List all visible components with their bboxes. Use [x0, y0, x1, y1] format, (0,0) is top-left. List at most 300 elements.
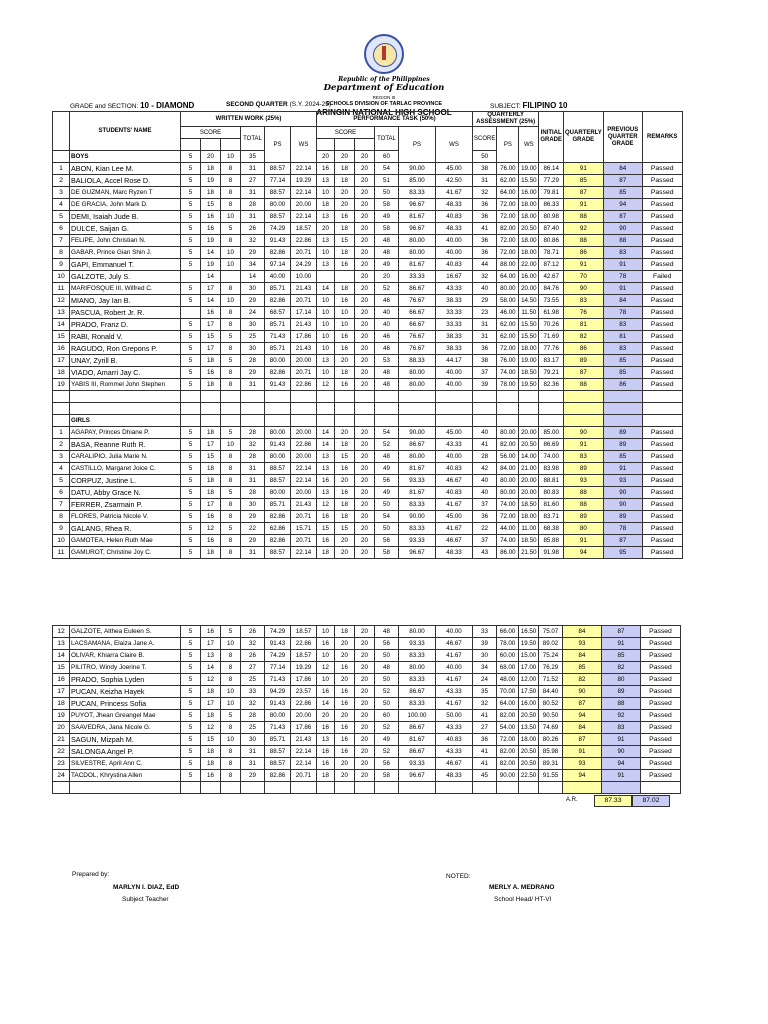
pt-total-header: TOTAL: [375, 127, 399, 151]
previous-grade-cell: 83: [602, 722, 641, 734]
row-number: [53, 415, 70, 427]
grade-cell: 72.00: [497, 247, 519, 259]
grade-cell: 5: [181, 211, 201, 223]
grade-cell: [181, 271, 201, 283]
grade-cell: 20: [335, 187, 355, 199]
ww-score-header: SCORE: [181, 127, 241, 139]
grade-cell: [497, 415, 519, 427]
grade-cell: 80.00: [265, 487, 291, 499]
grade-cell: 33: [473, 626, 497, 638]
grade-cell: 8: [221, 199, 241, 211]
remarks-cell: Passed: [642, 223, 682, 235]
student-row: [53, 499, 683, 511]
previous-grade-cell: 93: [603, 475, 642, 487]
remarks-cell: [642, 403, 682, 415]
grade-cell: 17.00: [519, 662, 539, 674]
grade-cell: 18: [335, 511, 355, 523]
grade-cell: 20: [355, 463, 375, 475]
grade-cell: 20: [355, 271, 375, 283]
grade-cell: 50: [375, 187, 399, 199]
grade-cell: 5: [181, 199, 201, 211]
grade-cell: 43.33: [436, 722, 473, 734]
grade-cell: 91.43: [265, 638, 291, 650]
remarks-cell: Passed: [641, 626, 681, 638]
row-number: [53, 782, 70, 794]
grade-cell: 29: [241, 535, 265, 547]
division-line: SCHOOLS DIVISION OF TARLAC PROVINCE: [325, 101, 442, 107]
grade-cell: 40.00: [436, 451, 473, 463]
quarterly-grade-cell: 88: [564, 487, 604, 499]
grade-cell: 22: [473, 523, 497, 535]
quarterly-grade-header: QUARTERLY GRADE: [564, 112, 604, 163]
row-number: 19: [53, 379, 70, 391]
remarks-cell: Passed: [642, 307, 682, 319]
remarks-cell: Passed: [642, 295, 682, 307]
grade-cell: 5: [181, 475, 201, 487]
grade-cell: 26: [241, 626, 265, 638]
grade-cell: 18: [317, 770, 335, 782]
grade-cell: 5: [221, 626, 241, 638]
grade-cell: [221, 391, 241, 403]
grade-cell: [317, 271, 335, 283]
grade-cell: 42.50: [436, 175, 473, 187]
row-number: 21: [53, 734, 70, 746]
grade-cell: 71.43: [265, 674, 291, 686]
grade-cell: 28: [241, 355, 265, 367]
prepared-by-name: MARLYN I. DIAZ, EdD: [113, 884, 180, 891]
grade-cell: 48: [375, 451, 399, 463]
grade-cell: 14: [317, 427, 335, 439]
grade-cell: 61.98: [539, 307, 564, 319]
student-name: PILITRO, Windy Joerine T.: [70, 662, 181, 674]
grade-cell: 10: [221, 247, 241, 259]
student-row: [53, 547, 683, 559]
quarterly-grade-cell: 83: [564, 295, 604, 307]
grade-cell: 30: [241, 499, 265, 511]
grade-cell: 54.00: [497, 722, 519, 734]
grade-cell: 82.00: [497, 758, 519, 770]
grade-cell: 18: [201, 686, 221, 698]
grade-cell: 20.00: [291, 451, 317, 463]
grade-cell: 18.00: [519, 734, 539, 746]
grade-cell: 93.33: [399, 475, 436, 487]
grade-cell: 5: [181, 247, 201, 259]
grade-cell: 18: [335, 223, 355, 235]
grade-cell: 80.00: [399, 379, 436, 391]
grade-cell: 80.52: [539, 698, 563, 710]
grade-cell: 13: [317, 463, 335, 475]
row-number: 12: [53, 626, 70, 638]
row-number: 5: [53, 475, 70, 487]
grade-cell: 51: [375, 175, 399, 187]
grade-cell: [241, 403, 265, 415]
grade-cell: [335, 403, 355, 415]
grade-cell: [181, 782, 201, 794]
grade-cell: [519, 391, 539, 403]
row-number: 18: [53, 698, 70, 710]
grade-cell: 16: [201, 770, 221, 782]
grade-cell: [355, 403, 375, 415]
grade-cell: 13: [317, 734, 335, 746]
grade-cell: 89.02: [539, 638, 563, 650]
grade-cell: 20.00: [291, 427, 317, 439]
grade-cell: 94.29: [265, 686, 291, 698]
grade-cell: 83.33: [399, 499, 436, 511]
grade-cell: 16.00: [519, 698, 539, 710]
row-number: 8: [53, 511, 70, 523]
grade-cell: 41.67: [436, 674, 473, 686]
grade-cell: 10: [317, 319, 335, 331]
grade-cell: 88.33: [399, 355, 436, 367]
grade-cell: 17.14: [291, 307, 317, 319]
grade-cell: 18: [317, 199, 335, 211]
grade-cell: 83.98: [539, 463, 564, 475]
grade-cell: 20: [355, 487, 375, 499]
grade-cell: 20: [317, 710, 335, 722]
grade-cell: 8: [221, 499, 241, 511]
row-number: 8: [53, 247, 70, 259]
grade-cell: 36: [473, 235, 497, 247]
quarterly-grade-cell: 82: [564, 331, 604, 343]
previous-grade-cell: 86: [603, 379, 642, 391]
grade-cell: 20: [355, 259, 375, 271]
grade-cell: 32: [241, 698, 265, 710]
grade-cell: 23: [473, 307, 497, 319]
grade-cell: 40.83: [436, 259, 473, 271]
remarks-cell: Passed: [641, 710, 681, 722]
grade-cell: 88.57: [265, 746, 291, 758]
remarks-cell: Passed: [642, 475, 682, 487]
grade-cell: [539, 782, 563, 794]
grade-cell: 18: [335, 175, 355, 187]
grade-cell: 41: [473, 710, 497, 722]
grade-cell: 80.00: [265, 199, 291, 211]
grade-cell: 41: [473, 746, 497, 758]
grade-cell: 16: [317, 686, 335, 698]
grade-cell: 76.67: [399, 331, 436, 343]
student-name: AGAPAY, Princes Dhiane P.: [70, 427, 181, 439]
quarterly-grade-cell: 91: [564, 199, 604, 211]
grade-cell: 85.00: [539, 427, 564, 439]
grade-cell: 13: [317, 487, 335, 499]
grade-cell: 20: [355, 199, 375, 211]
student-name: [70, 403, 181, 415]
grade-cell: 5: [181, 487, 201, 499]
grade-cell: 20: [355, 235, 375, 247]
grade-cell: 46: [375, 343, 399, 355]
grade-cell: 31: [241, 187, 265, 199]
grade-cell: 49: [375, 259, 399, 271]
remarks-cell: Passed: [641, 746, 681, 758]
grade-cell: 88.81: [539, 475, 564, 487]
grade-cell: 89.31: [539, 758, 563, 770]
remarks-cell: Passed: [642, 523, 682, 535]
grade-cell: 58.00: [497, 295, 519, 307]
grade-cell: 39: [473, 638, 497, 650]
grade-cell: 16: [335, 722, 355, 734]
student-row: [53, 487, 683, 499]
grade-cell: 5: [181, 626, 201, 638]
student-row: [53, 391, 683, 403]
grade-cell: 46.67: [436, 758, 473, 770]
grade-cell: 20: [355, 535, 375, 547]
pt-max-total: 60: [375, 151, 399, 163]
grade-cell: 10: [317, 187, 335, 199]
quarterly-grade-cell: 88: [564, 235, 604, 247]
grade-cell: [399, 403, 436, 415]
previous-grade-cell: 83: [603, 319, 642, 331]
student-name: PUCAN, Princess Sofia: [70, 698, 181, 710]
grade-cell: 5: [221, 487, 241, 499]
remarks-cell: Passed: [642, 439, 682, 451]
grade-cell: 16.67: [436, 271, 473, 283]
grade-cell: 5: [181, 698, 201, 710]
grade-cell: 91.43: [265, 698, 291, 710]
grade-cell: 5: [181, 319, 201, 331]
grade-cell: 22.14: [291, 746, 317, 758]
subject-info: [490, 101, 567, 110]
grade-label: GRADE and SECTION:: [70, 103, 139, 110]
grade-cell: 38.33: [436, 295, 473, 307]
grade-cell: 15.00: [519, 650, 539, 662]
grade-cell: 8: [221, 307, 241, 319]
grade-cell: 77.29: [539, 175, 564, 187]
grade-cell: 48.00: [497, 674, 519, 686]
ww-score-spacer: [181, 139, 201, 151]
grade-cell: [473, 403, 497, 415]
previous-grade-cell: 80: [602, 674, 641, 686]
grade-cell: [539, 415, 564, 427]
quarterly-grade-cell: 89: [564, 355, 604, 367]
grade-cell: 52: [375, 283, 399, 295]
remarks-cell: Passed: [642, 283, 682, 295]
grade-cell: 74.00: [497, 499, 519, 511]
grade-cell: 20: [355, 511, 375, 523]
grade-cell: 16: [317, 511, 335, 523]
student-name: [70, 391, 181, 403]
grade-cell: 18: [201, 379, 221, 391]
grade-cell: [221, 271, 241, 283]
grade-cell: 29: [241, 295, 265, 307]
student-name: FERRER, Zsarmain P.: [70, 499, 181, 511]
grade-cell: 10.00: [291, 271, 317, 283]
grade-cell: 20.71: [291, 535, 317, 547]
grade-cell: 5: [181, 686, 201, 698]
student-name: DATU, Abby Grace N.: [70, 487, 181, 499]
grade-cell: 62.00: [497, 319, 519, 331]
student-row: [53, 463, 683, 475]
grade-cell: 20: [355, 734, 375, 746]
row-number: 1: [53, 427, 70, 439]
student-name: BASA, Reanne Ruth R.: [70, 439, 181, 451]
student-name: DE GUZMAN, Marc Ryzen T: [70, 187, 181, 199]
grade-cell: 40: [473, 487, 497, 499]
grade-cell: 22.00: [519, 259, 539, 271]
student-name: CASTILLO, Margaret Joice C.: [70, 463, 181, 475]
grade-cell: 56: [375, 535, 399, 547]
quarterly-grade-cell: 93: [564, 475, 604, 487]
quarterly-grade-cell: 87: [563, 698, 602, 710]
grade-cell: 10: [335, 307, 355, 319]
student-name: DULCE, Saijan G.: [70, 223, 181, 235]
grade-cell: 54: [375, 511, 399, 523]
previous-grade-cell: 85: [603, 451, 642, 463]
row-number: 14: [53, 650, 70, 662]
remarks-cell: Passed: [642, 511, 682, 523]
quarterly-grade-cell: 82: [563, 674, 602, 686]
grade-cell: 15: [201, 331, 221, 343]
grade-cell: 21.43: [291, 734, 317, 746]
grade-cell: 8: [221, 451, 241, 463]
grade-cell: 83.33: [399, 650, 436, 662]
grade-cell: 31: [241, 547, 265, 559]
grade-cell: 58: [375, 199, 399, 211]
grade-cell: 20: [355, 211, 375, 223]
grade-cell: 27: [473, 722, 497, 734]
student-name: GAMOTEA, Helen Ruth Mae: [70, 535, 181, 547]
previous-grade-cell: 91: [603, 283, 642, 295]
grade-cell: 18: [335, 367, 355, 379]
grade-cell: 5: [181, 499, 201, 511]
grade-cell: 17: [201, 283, 221, 295]
remarks-cell: Passed: [642, 199, 682, 211]
remarks-cell: Passed: [642, 187, 682, 199]
grade-cell: 16: [335, 331, 355, 343]
grade-cell: 13: [317, 175, 335, 187]
grade-cell: 97.14: [265, 259, 291, 271]
grade-cell: 48.33: [436, 547, 473, 559]
grade-cell: 82.86: [265, 247, 291, 259]
grade-cell: 16.00: [519, 271, 539, 283]
student-row: [53, 674, 681, 686]
grade-cell: 18: [201, 427, 221, 439]
grade-cell: 32: [241, 235, 265, 247]
grade-cell: 41.67: [436, 650, 473, 662]
grade-cell: 16: [201, 211, 221, 223]
grade-cell: 8: [221, 475, 241, 487]
grade-cell: [181, 307, 201, 319]
student-row: [53, 710, 681, 722]
grade-cell: 54: [375, 163, 399, 175]
grade-cell: 32: [473, 698, 497, 710]
grade-cell: 48: [375, 379, 399, 391]
student-name: GAPI, Emmanuel T.: [70, 259, 181, 271]
student-name: PUYOT, Jhean Greangel Mae: [70, 710, 181, 722]
grade-cell: [241, 782, 265, 794]
grade-cell: 17: [201, 439, 221, 451]
grade-cell: [436, 415, 473, 427]
grade-cell: 20: [355, 175, 375, 187]
grade-cell: 15.50: [519, 319, 539, 331]
grade-cell: 90.00: [399, 163, 436, 175]
grade-cell: 20: [355, 626, 375, 638]
grade-cell: [317, 782, 335, 794]
grade-cell: 12: [317, 662, 335, 674]
grade-cell: 18: [201, 746, 221, 758]
grade-cell: 20: [355, 439, 375, 451]
grade-cell: 28: [241, 427, 265, 439]
grade-cell: 56: [375, 758, 399, 770]
grade-cell: 36: [473, 199, 497, 211]
grade-cell: 77.76: [539, 343, 564, 355]
grade-cell: 16: [335, 698, 355, 710]
grade-cell: 24: [473, 674, 497, 686]
grade-cell: 22.14: [291, 547, 317, 559]
grade-cell: 29: [241, 247, 265, 259]
grade-cell: 82.00: [497, 439, 519, 451]
grade-cell: 81.67: [399, 487, 436, 499]
ww-max-3: 10: [221, 151, 241, 163]
qa-max: 50: [473, 151, 497, 163]
grade-cell: 22.14: [291, 163, 317, 175]
previous-grade-cell: 81: [603, 331, 642, 343]
row-number: 17: [53, 686, 70, 698]
previous-grade-cell: 94: [602, 758, 641, 770]
grade-cell: 21.43: [291, 319, 317, 331]
grade-cell: 18.50: [519, 367, 539, 379]
grade-cell: 8: [221, 770, 241, 782]
grade-cell: 85.71: [265, 734, 291, 746]
grade-cell: 18: [335, 283, 355, 295]
grade-cell: 16.00: [519, 187, 539, 199]
grade-cell: 71.69: [539, 331, 564, 343]
grade-cell: [497, 403, 519, 415]
grade-cell: 16.50: [519, 626, 539, 638]
grade-cell: 17: [201, 499, 221, 511]
grade-cell: 18.00: [519, 211, 539, 223]
grade-cell: 8: [221, 343, 241, 355]
previous-grade-cell: 78: [603, 307, 642, 319]
grade-cell: 18.00: [519, 247, 539, 259]
grade-cell: 45.00: [436, 511, 473, 523]
grade-cell: 56: [375, 475, 399, 487]
previous-grade-cell: 91: [602, 770, 641, 782]
grade-cell: [436, 403, 473, 415]
grade-cell: 20: [355, 698, 375, 710]
grade-cell: 10: [221, 295, 241, 307]
grade-cell: 72.00: [497, 199, 519, 211]
grade-cell: 73.55: [539, 295, 564, 307]
grade-cell: 80.00: [497, 487, 519, 499]
student-row: [53, 523, 683, 535]
grade-cell: 18: [201, 163, 221, 175]
grade-cell: 82.00: [497, 746, 519, 758]
grade-cell: 14: [201, 662, 221, 674]
grade-cell: 18: [335, 626, 355, 638]
grade-cell: 35: [473, 686, 497, 698]
previous-grade-cell: 89: [602, 686, 641, 698]
grade-cell: 18: [201, 758, 221, 770]
grade-cell: 20: [335, 355, 355, 367]
grade-cell: 8: [221, 235, 241, 247]
row-number: 13: [53, 307, 70, 319]
grade-cell: [291, 415, 317, 427]
grade-cell: 10: [221, 211, 241, 223]
student-row: [53, 223, 683, 235]
grade-cell: 83.17: [539, 355, 564, 367]
grade-cell: 85.71: [265, 283, 291, 295]
grade-cell: 30: [241, 319, 265, 331]
row-number: 9: [53, 523, 70, 535]
quarterly-grade-cell: 93: [563, 758, 602, 770]
grade-cell: 20: [355, 355, 375, 367]
grade-cell: 20: [355, 451, 375, 463]
grade-cell: [265, 415, 291, 427]
grade-cell: 16: [201, 307, 221, 319]
department-title: Department of Education: [323, 83, 445, 93]
pt-max-3: 20: [355, 151, 375, 163]
grade-cell: 29: [241, 367, 265, 379]
